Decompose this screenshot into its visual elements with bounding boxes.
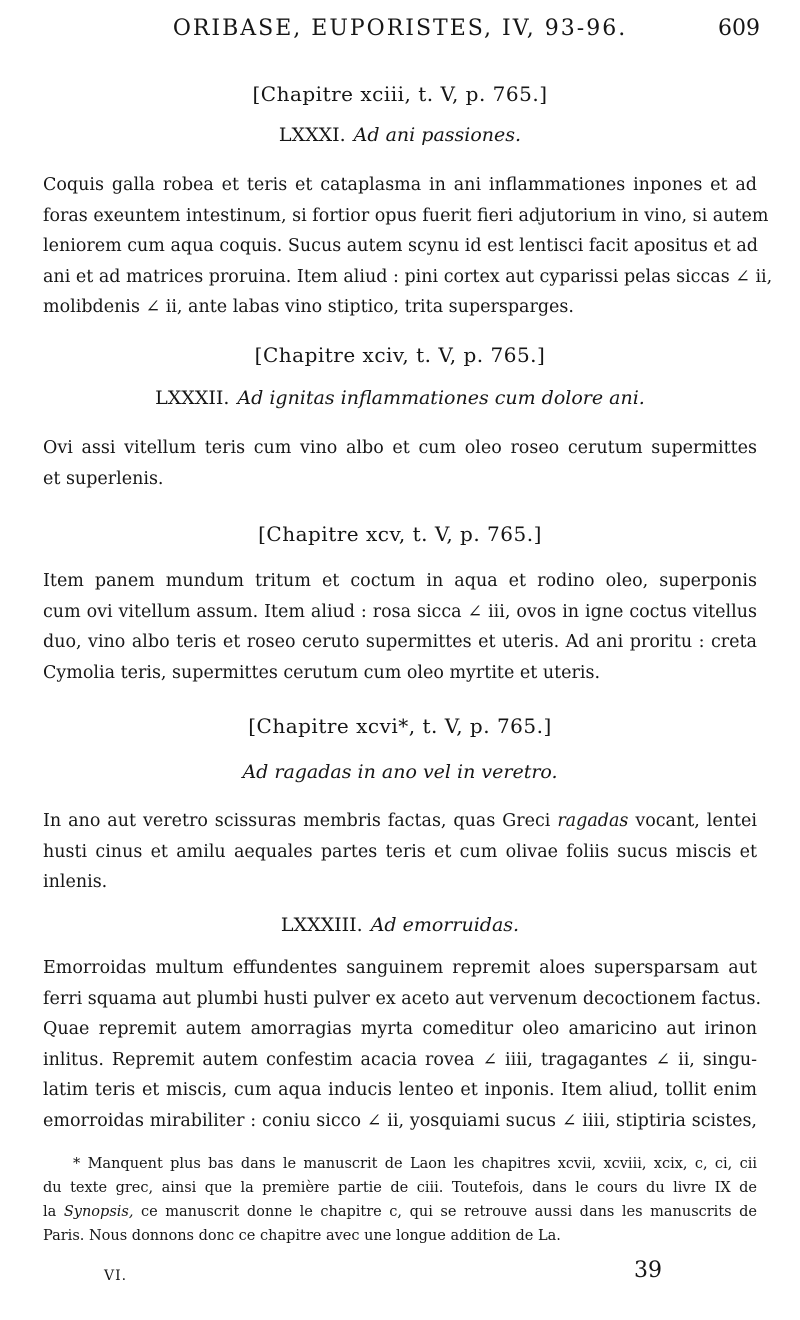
text-line: inlenis. bbox=[43, 872, 108, 892]
text-line: Ovi assi vitellum teris cum vino albo et cum oleo roseo cerutum supermittes bbox=[43, 438, 757, 458]
text-run: vocant, lentei bbox=[635, 811, 757, 831]
chapter-reference: [Chapitre xcv, t. V, p. 765.] bbox=[258, 522, 542, 546]
text-line: emorroidas mirabiliter : coniu sicco ∠ ii, yosquiami sucus ∠ iiii, stiptiria scistes, bbox=[43, 1110, 757, 1131]
footnote-line: Paris. Nous donnons donc ce chapitre avec une longue addition de La. bbox=[43, 1228, 561, 1244]
text-line: Cymolia teris, supermittes cerutum cum oleo myrtite et uteris. bbox=[43, 662, 601, 683]
text-run: In ano aut veretro scissuras membris factas, quas Greci bbox=[43, 811, 551, 831]
paragraph bbox=[43, 170, 773, 323]
chapter-number: LXXXII. bbox=[155, 387, 230, 409]
text-line: cum ovi vitellum assum. Item aliud : rosa sicca ∠ iii, ovos in igne coctus vitellus bbox=[43, 601, 757, 622]
footnote-line: du texte grec, ainsi que la première partie de ciii. Toutefois, dans le cours du livre IX de bbox=[43, 1180, 757, 1196]
paragraph bbox=[43, 953, 762, 1136]
text-line: ani et ad matrices proruina. Item aliud : pini cortex aut cyparissi pelas siccas ∠ ii, bbox=[43, 266, 773, 287]
text-line: et superlenis. bbox=[43, 468, 164, 489]
paragraph bbox=[43, 806, 757, 898]
text-run: la bbox=[43, 1204, 57, 1220]
chapter-title: Ad ani passiones. bbox=[353, 124, 522, 146]
footnote-line bbox=[43, 1200, 757, 1224]
text-line: leniorem cum aqua coquis. Sucus autem scynu id est lentisci facit apositus et ad bbox=[43, 236, 758, 256]
text-line: duo, vino albo teris et roseo ceruto supermittes et uteris. Ad ani proritu : creta bbox=[43, 632, 757, 652]
chapter-heading bbox=[0, 387, 800, 409]
signature-mark: VI. bbox=[104, 1268, 128, 1284]
chapter-number: LXXXIII. bbox=[280, 914, 363, 936]
chapter-heading bbox=[0, 914, 800, 936]
footnote bbox=[43, 1152, 757, 1248]
text-line: Item panem mundum tritum et coctum in aqua et rodino oleo, superponis bbox=[43, 571, 757, 591]
sheet-number: 39 bbox=[634, 1258, 662, 1283]
text-line: Emorroidas multum effundentes sanguinem repremit aloes supersparsam aut bbox=[43, 958, 757, 978]
page-number: 609 bbox=[718, 16, 760, 41]
chapter-heading bbox=[0, 124, 800, 146]
text-line: inlitus. Repremit autem confestim acacia rovea ∠ iiii, tragagantes ∠ ii, singu- bbox=[43, 1049, 757, 1070]
italic-term: ragadas bbox=[557, 811, 629, 831]
chapter-number: LXXXI. bbox=[278, 124, 346, 146]
chapter-reference: [Chapitre xcvi*, t. V, p. 765.] bbox=[248, 714, 552, 738]
text-run: ce manuscrit donne le chapitre c, qui se retrouve aussi dans les manuscrits de bbox=[141, 1204, 758, 1220]
chapter-heading bbox=[0, 761, 800, 783]
chapter-title: Ad ignitas inflammationes cum dolore ani. bbox=[237, 387, 645, 409]
running-head: ORIBASE, EUPORISTES, IV, 93-96. bbox=[172, 16, 628, 41]
paragraph bbox=[43, 433, 757, 494]
paragraph bbox=[43, 566, 757, 688]
chapter-title: Ad ragadas in ano vel in veretro. bbox=[242, 761, 558, 783]
chapter-reference: [Chapitre xciv, t. V, p. 765.] bbox=[254, 343, 546, 367]
text-line: ferri squama aut plumbi husti pulver ex aceto aut vervenum decoctionem factus. bbox=[43, 988, 762, 1009]
page-header bbox=[0, 16, 800, 56]
text-line: molibdenis ∠ ii, ante labas vino stiptico, trita supersparges. bbox=[43, 297, 574, 317]
text-line: latim teris et miscis, cum aqua inducis lenteo et inponis. Item aliud, tollit enim bbox=[43, 1080, 757, 1100]
chapter-reference: [Chapitre xciii, t. V, p. 765.] bbox=[252, 82, 548, 106]
text-line: Quae repremit autem amorragias myrta comeditur oleo amaricino aut irinon bbox=[43, 1019, 757, 1039]
text-line bbox=[43, 806, 757, 837]
footnote-line: * Manquent plus bas dans le manuscrit de Laon les chapitres xcvii, xcviii, xcix, c, ci, cii bbox=[73, 1156, 757, 1172]
text-line: husti cinus et amilu aequales partes teris et cum olivae foliis sucus miscis et bbox=[43, 841, 757, 862]
text-line: Coquis galla robea et teris et cataplasma in ani inflammationes inpones et ad bbox=[43, 175, 757, 195]
italic-term: Synopsis, bbox=[63, 1204, 134, 1220]
text-line: foras exeuntem intestinum, si fortior opus fuerit fieri adjutorium in vino, si autem bbox=[43, 205, 769, 226]
chapter-title: Ad emorruidas. bbox=[370, 914, 520, 936]
